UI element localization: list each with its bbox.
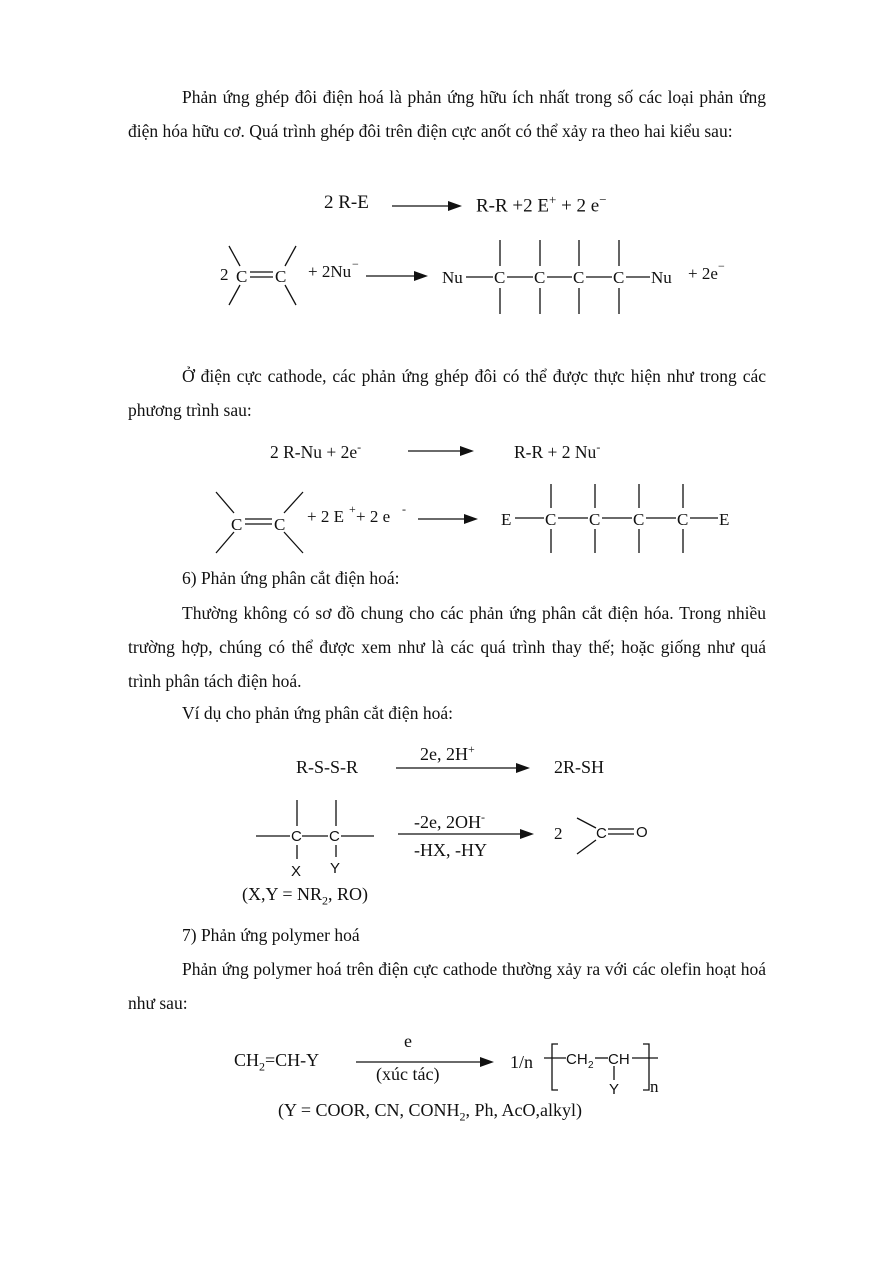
svg-text:-: -: [402, 502, 406, 516]
substituent-y: Y: [609, 1081, 620, 1098]
svg-text:C: C: [633, 510, 645, 529]
svg-text:+: +: [349, 502, 356, 516]
svg-text:2: 2: [588, 1060, 594, 1071]
equation-cathode-coupling-1-product: R-R + 2 Nu-: [514, 440, 601, 462]
equation-anode-coupling-1-product: R-R +2 E+ + 2 e−: [476, 192, 607, 217]
svg-text:C: C: [677, 510, 689, 529]
paragraph-cleavage-example: Ví dụ cho phản ứng phân cắt điện hoá:: [182, 703, 453, 723]
carbon-atom: C: [274, 515, 286, 534]
carbon-atom: C: [329, 828, 340, 845]
svg-text:C: C: [596, 825, 607, 842]
carbon-atom: C: [236, 267, 248, 286]
carbon-atom: C: [231, 515, 243, 534]
section-heading-6: 6) Phản ứng phân cắt điện hoá:: [182, 568, 400, 588]
polymer-unit: CH: [566, 1051, 588, 1068]
polymer-index: n: [650, 1077, 659, 1096]
carbon-atom: C: [291, 828, 302, 845]
equation-polymerization-monomer: $CH_2=CH-Y$: [234, 1050, 320, 1074]
reagent-electrophile: + 2 E: [307, 507, 344, 526]
coefficient: 2: [220, 265, 229, 284]
arrow-condition-below: -HX, -HY: [414, 840, 487, 860]
nucleophile-group: Nu: [442, 268, 463, 287]
svg-text:C: C: [494, 268, 506, 287]
substituent-x: X: [291, 863, 302, 880]
reagent-nucleophile: + 2Nu: [308, 262, 352, 281]
paragraph-text: Ở điện cực cathode, các phản ứng ghép đôi có thể được thực hiện như trong các phương trình sau:: [128, 366, 766, 420]
section-heading-7: 7) Phản ứng polymer hoá: [182, 925, 360, 945]
arrow-condition-above: -2e, 2OH-: [414, 810, 485, 832]
equation-cathode-coupling-1: 2 R-Nu + 2e-: [270, 440, 362, 462]
svg-text:C: C: [613, 268, 625, 287]
coefficient: 2: [554, 824, 563, 843]
equation-disulfide-product: 2R-SH: [554, 757, 605, 777]
substituent-note: ($X,Y = NR_2$, RO): [242, 884, 368, 908]
svg-text:Nu: Nu: [651, 268, 672, 287]
svg-text:+ 2 e: + 2 e: [356, 507, 391, 526]
svg-text:CH: CH: [608, 1051, 630, 1068]
carbon-atom: C: [275, 267, 287, 286]
svg-text:C: C: [589, 510, 601, 529]
svg-text:C: C: [573, 268, 585, 287]
equation-disulfide-cleavage: R-S-S-R: [296, 757, 359, 777]
arrow-condition-below: (xúc tác): [376, 1064, 440, 1084]
arrow-condition-above: e: [404, 1031, 412, 1051]
coefficient: 1/n: [510, 1052, 534, 1072]
svg-text:−: −: [352, 257, 359, 271]
equation-anode-coupling-1: 2 R-E: [324, 192, 369, 213]
paragraph-text: Phản ứng polymer hoá trên điện cực cathode thường xảy ra với các olefin hoạt hoá như sau:: [128, 959, 766, 1013]
arrow-condition-above: 2e, 2H+: [420, 742, 475, 764]
electrophile-group: E: [501, 510, 512, 529]
oxygen-atom: O: [636, 824, 648, 841]
svg-text:C: C: [545, 510, 557, 529]
substituent-note: (Y = COOR, CN, $CONH_2$, Ph, AcO,alkyl): [278, 1100, 582, 1124]
paragraph-text: Phản ứng ghép đôi điện hoá là phản ứng hữu ích nhất trong số các loại phản ứng điện hóa hữu cơ. Quá trình ghép đôi trên điện cực anốt có thể xảy ra theo hai kiểu sau:: [128, 87, 766, 141]
svg-text:E: E: [719, 510, 730, 529]
electrons: + 2e: [688, 264, 718, 283]
svg-text:−: −: [718, 259, 725, 273]
paragraph-text: Thường không có sơ đồ chung cho các phản ứng phân cắt điện hóa. Trong nhiều trường hợp, chúng có thể được xem như là các quá trình thay thế; hoặc giống như quá trình phân tách điện hoá.: [128, 603, 766, 691]
svg-text:C: C: [534, 268, 546, 287]
substituent-y: Y: [330, 860, 341, 877]
